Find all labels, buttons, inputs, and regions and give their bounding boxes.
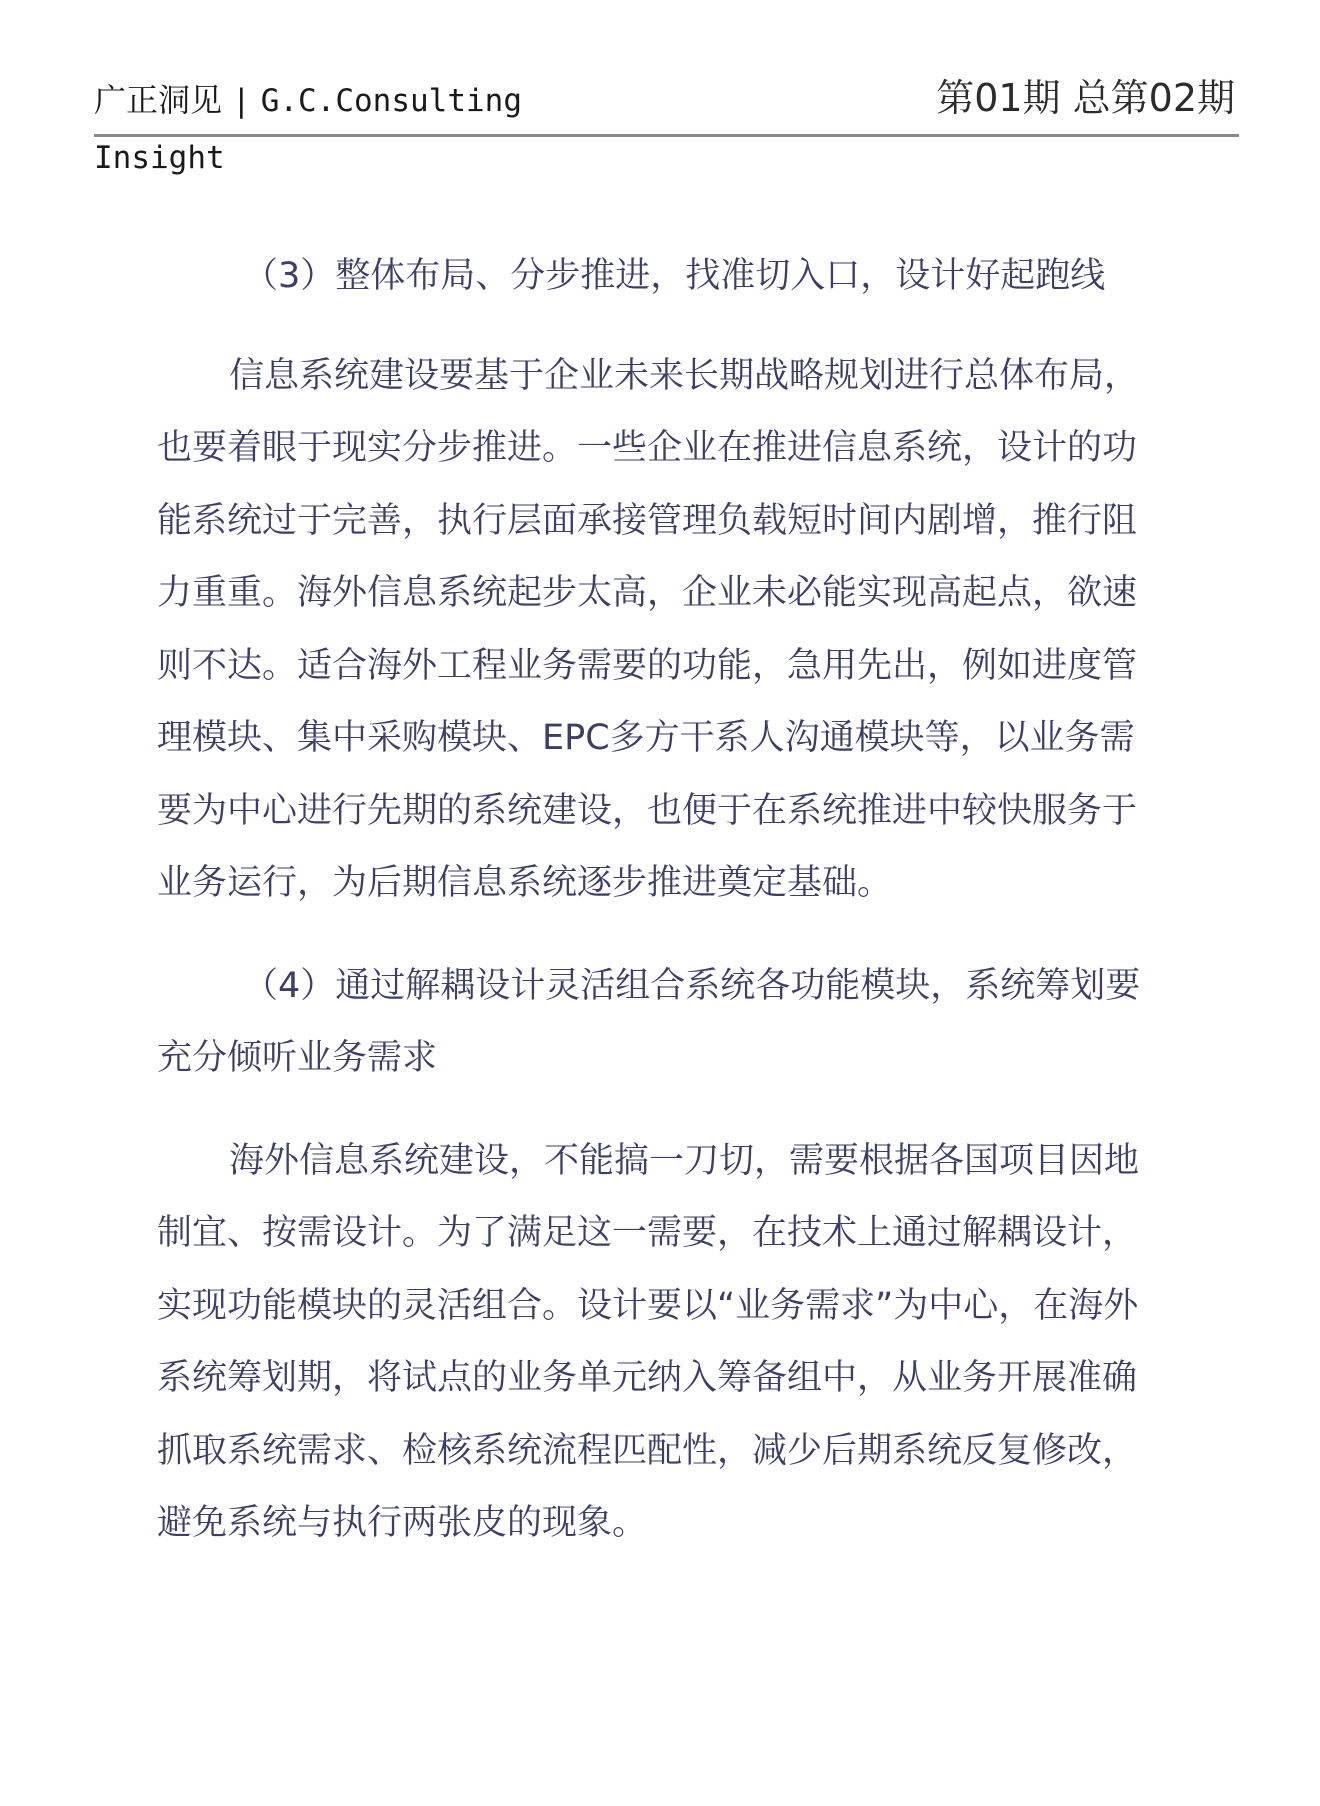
brand-separator: |: [232, 83, 251, 119]
brand-name-cn: 广正洞见: [94, 81, 223, 119]
section-heading-4: （4）通过解耦设计灵活组合系统各功能模块，系统筹划要充分倾听业务需求: [157, 965, 1141, 1078]
article-body: [157, 240, 1167, 1560]
brand-name-en-line2: Insight: [94, 140, 225, 176]
brand: [94, 80, 522, 121]
paragraph-1: 信息系统建设要基于企业未来长期战略规划进行总体布局，也要着眼于现实分步推进。一些企业在推进信息系统，设计的功能系统过于完善，执行层面承接管理负载短时间内剧增，推行阻力重重。海外信息系统起步太高，企业未必能实现高起点，欲速则不达。适合海外工程业务需要的功能，急用先出，例如进度管理模块、集中采购模块、EPC多方干系人沟通模块等，以业务需要为中心进行先期的系统建设，也便于在系统推进中较快服务于业务运行，为后期信息系统逐步推进奠定基础。: [157, 355, 1140, 903]
section-heading-3: （3）整体布局、分步推进，找准切入口，设计好起跑线: [243, 256, 1106, 296]
paragraph-2: 海外信息系统建设，不能搞一刀切，需要根据各国项目因地制宜、按需设计。为了满足这一需要，在技术上通过解耦设计，实现功能模块的灵活组合。设计要以“业务需求”为中心，在海外系统筹划期，将试点的业务单元纳入筹备组中，从业务开展准确抓取系统需求、检核系统流程匹配性，减少后期系统反复修改，避免系统与执行两张皮的现象。: [157, 1140, 1140, 1543]
page-header: [94, 72, 1239, 137]
brand-name-en: G.C.Consulting: [260, 83, 522, 119]
issue-number: 第01期 总第02期: [936, 76, 1235, 120]
